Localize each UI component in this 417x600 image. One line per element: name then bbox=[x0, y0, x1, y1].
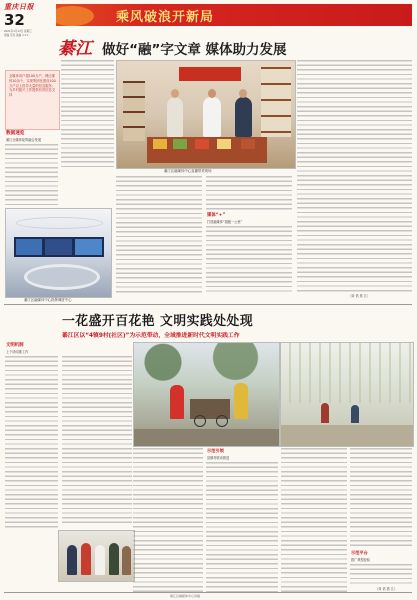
subhead2: 示范引领 bbox=[207, 448, 224, 453]
photo-shelf-left bbox=[123, 81, 145, 141]
photo-person-center bbox=[203, 97, 221, 137]
photo-person-right bbox=[235, 97, 252, 137]
data-section-subtitle: 綦江全媒体矩阵融合发展 bbox=[6, 138, 42, 142]
article1-col2-bottom bbox=[206, 226, 292, 294]
article2-col4 bbox=[281, 448, 347, 593]
article2-col-left bbox=[5, 356, 58, 531]
article2-col2 bbox=[133, 448, 203, 593]
control-room-photo bbox=[5, 208, 112, 298]
text-lines bbox=[62, 356, 132, 526]
article1-col-right bbox=[297, 60, 412, 292]
group-photo bbox=[58, 530, 135, 582]
newspaper-logo: 重庆日报 bbox=[4, 2, 34, 11]
photo-banner-board bbox=[179, 67, 241, 81]
top-banner bbox=[56, 4, 412, 26]
text-lines bbox=[5, 144, 58, 206]
text-lines bbox=[116, 176, 202, 294]
article2-col5-bottom bbox=[350, 564, 412, 586]
subhead2-sub: 县镇村联动推进 bbox=[207, 456, 230, 460]
photo-ground bbox=[134, 429, 279, 446]
footer-text: 綦江区融媒体中心供稿 bbox=[170, 594, 201, 598]
subhead1-body: 打造融媒体“超级一公里” bbox=[207, 220, 243, 224]
article1-title-row bbox=[58, 34, 412, 59]
photo-shelf-right bbox=[261, 67, 291, 137]
livestream-photo bbox=[116, 60, 296, 169]
editors: 责编 范灵 美编 ××× bbox=[4, 34, 29, 37]
summary-box bbox=[5, 70, 60, 130]
photo-product-table bbox=[147, 137, 267, 163]
sidebar-body-text bbox=[5, 144, 58, 206]
article2-section-subtitle: 上下协同推工作 bbox=[6, 350, 29, 354]
banner-wave-decoration bbox=[56, 6, 94, 26]
text-lines bbox=[297, 60, 412, 292]
text-lines bbox=[61, 60, 114, 170]
data-section-label: 数据速览 bbox=[6, 131, 25, 136]
article-divider bbox=[4, 304, 412, 305]
text-lines bbox=[281, 448, 347, 593]
text-lines bbox=[206, 226, 292, 294]
subhead3: 示范平台 bbox=[351, 550, 368, 555]
photo-cart bbox=[190, 399, 230, 419]
photo-ceiling-lights bbox=[16, 217, 103, 229]
cart-photo bbox=[133, 342, 280, 447]
article1-byline: （刘 恬 燕 江） bbox=[348, 294, 371, 298]
summary-text: 全媒体用户超100万户，网红媒体10余个，实现集团化建设100万户以上指导大量的信息服务；为乡村振兴工作提供有效信息支持 bbox=[9, 74, 56, 98]
text-lines bbox=[206, 462, 278, 593]
text-lines bbox=[5, 356, 58, 531]
article1-col2 bbox=[206, 176, 292, 210]
dateline: 2021年1月13日 星期三 bbox=[4, 30, 32, 33]
text-lines bbox=[133, 448, 203, 593]
photo-desk-ring bbox=[24, 264, 100, 290]
article1-title-lead: 綦江 bbox=[58, 39, 92, 59]
article2-col5 bbox=[350, 448, 412, 548]
text-lines bbox=[206, 176, 292, 210]
article1-col1-top bbox=[61, 60, 114, 170]
photo-person-left bbox=[167, 97, 183, 137]
text-lines bbox=[350, 448, 412, 548]
footer-divider bbox=[4, 592, 412, 593]
photo-trees bbox=[134, 343, 279, 391]
photo-person-red bbox=[170, 385, 184, 419]
article2-col1 bbox=[62, 356, 132, 526]
photo-person-yellow bbox=[234, 383, 248, 419]
article2-byline: （刘 恬 燕 江） bbox=[375, 587, 398, 591]
page-number: 32 bbox=[4, 11, 25, 29]
subhead1: 媒体“+” bbox=[207, 213, 226, 218]
article1-title: 做好“融”字文章 媒体助力发展 bbox=[102, 42, 287, 58]
text-lines bbox=[350, 564, 412, 586]
article1-col1-bottom bbox=[116, 176, 202, 294]
photo1-caption: 綦江区融媒体中心指挥调度中心 bbox=[24, 298, 72, 302]
article2-col3 bbox=[206, 462, 278, 593]
article2-section-label: 文明机制 bbox=[6, 343, 24, 348]
willow-photo bbox=[280, 342, 414, 447]
article2-subtitle: 綦江区以“4镇9村(社区)”为示范带动，全域推进新时代文明实践工作 bbox=[62, 333, 240, 339]
photo-screen-wall bbox=[14, 237, 104, 257]
article2-title: 一花盛开百花艳 文明实践处处现 bbox=[62, 314, 254, 329]
masthead bbox=[4, 2, 54, 42]
banner-title: 乘风破浪开新局 bbox=[116, 10, 215, 25]
subhead3-sub: 推广典型经验 bbox=[351, 558, 371, 562]
photo2-caption: 綦江区融媒体中心直播带货现场 bbox=[164, 169, 212, 173]
